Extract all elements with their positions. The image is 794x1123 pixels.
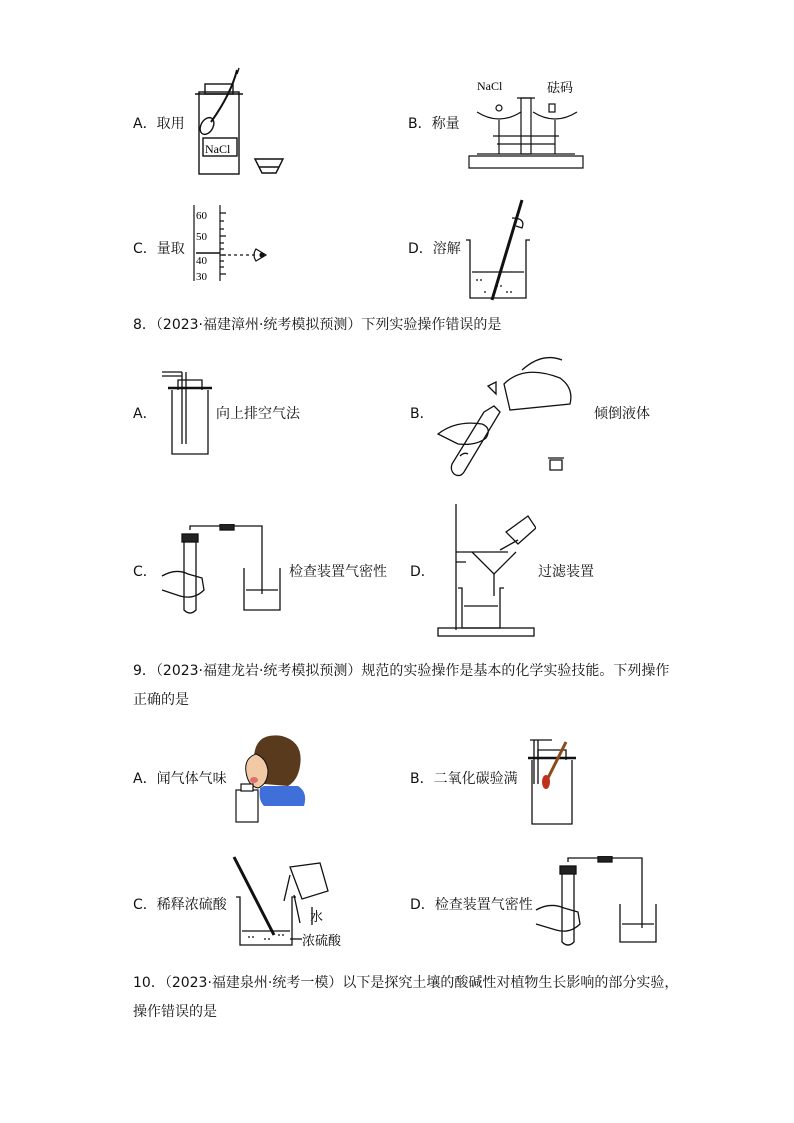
cylinder-mark-40: 40 — [196, 255, 207, 267]
q8-option-c-letter: C． — [133, 564, 157, 580]
co2-check-figure — [528, 738, 578, 828]
cylinder-mark-60: 60 — [196, 210, 207, 222]
option-c-label: C．量取 — [133, 241, 185, 257]
q8-option-b-label: 倾倒液体 — [594, 406, 650, 422]
option-a-label: A．取用 — [133, 116, 185, 132]
option-b-label: B．称量 — [408, 116, 460, 132]
q9-option-d-label: D．检查装置气密性 — [410, 897, 533, 913]
question-10-stem-line1: 10．（2023·福建泉州·统考一模）以下是探究土壤的酸碱性对植物生长影响的部分实验， — [133, 975, 679, 991]
cylinder-mark-30: 30 — [196, 271, 207, 283]
question-10-stem-line2: 操作错误的是 — [133, 1004, 217, 1020]
sulfuric-acid-label: 浓硫酸 — [302, 934, 342, 949]
question-9-stem-line1: 9．（2023·福建龙岩·统考模拟预测）规范的实验操作是基本的化学实验技能。下列操作 — [133, 663, 670, 679]
q8-option-d-letter: D． — [410, 564, 435, 580]
bottle-label-nacl: NaCl — [205, 142, 231, 156]
gas-collection-bottle-figure — [158, 368, 218, 460]
pan-label-nacl: NaCl — [477, 79, 503, 93]
airtightness-check-figure-2 — [530, 856, 660, 948]
filtration-setup-figure — [436, 500, 536, 640]
smelling-gas-figure — [232, 732, 308, 824]
question-8-stem: 8．（2023·福建漳州·统考模拟预测）下列实验操作错误的是 — [133, 317, 502, 333]
dilute-acid-figure — [230, 855, 350, 951]
weights-label: 砝码 — [547, 81, 574, 96]
question-9-stem-line2: 正确的是 — [133, 692, 189, 708]
water-label: 水 — [310, 910, 324, 925]
pouring-liquid-figure — [432, 350, 592, 480]
airtightness-check-figure — [158, 524, 288, 616]
nacl-bottle-figure — [185, 64, 290, 178]
dissolve-beaker-figure — [462, 196, 542, 306]
balance-figure — [463, 74, 588, 174]
q9-option-a-label: A．闻气体气味 — [133, 771, 227, 787]
q9-option-c-label: C．稀释浓硫酸 — [133, 897, 227, 913]
measuring-cylinder-figure — [190, 203, 280, 283]
option-d-label: D．溶解 — [408, 241, 461, 257]
q8-option-c-label: 检查装置气密性 — [289, 564, 387, 580]
q8-option-d-label: 过滤装置 — [538, 564, 594, 580]
q8-option-b-letter: B． — [410, 406, 434, 422]
q8-option-a-letter: A． — [133, 406, 157, 422]
q9-option-b-label: B．二氧化碳验满 — [410, 771, 518, 787]
q8-option-a-label: 向上排空气法 — [216, 406, 300, 422]
cylinder-mark-50: 50 — [196, 231, 207, 243]
